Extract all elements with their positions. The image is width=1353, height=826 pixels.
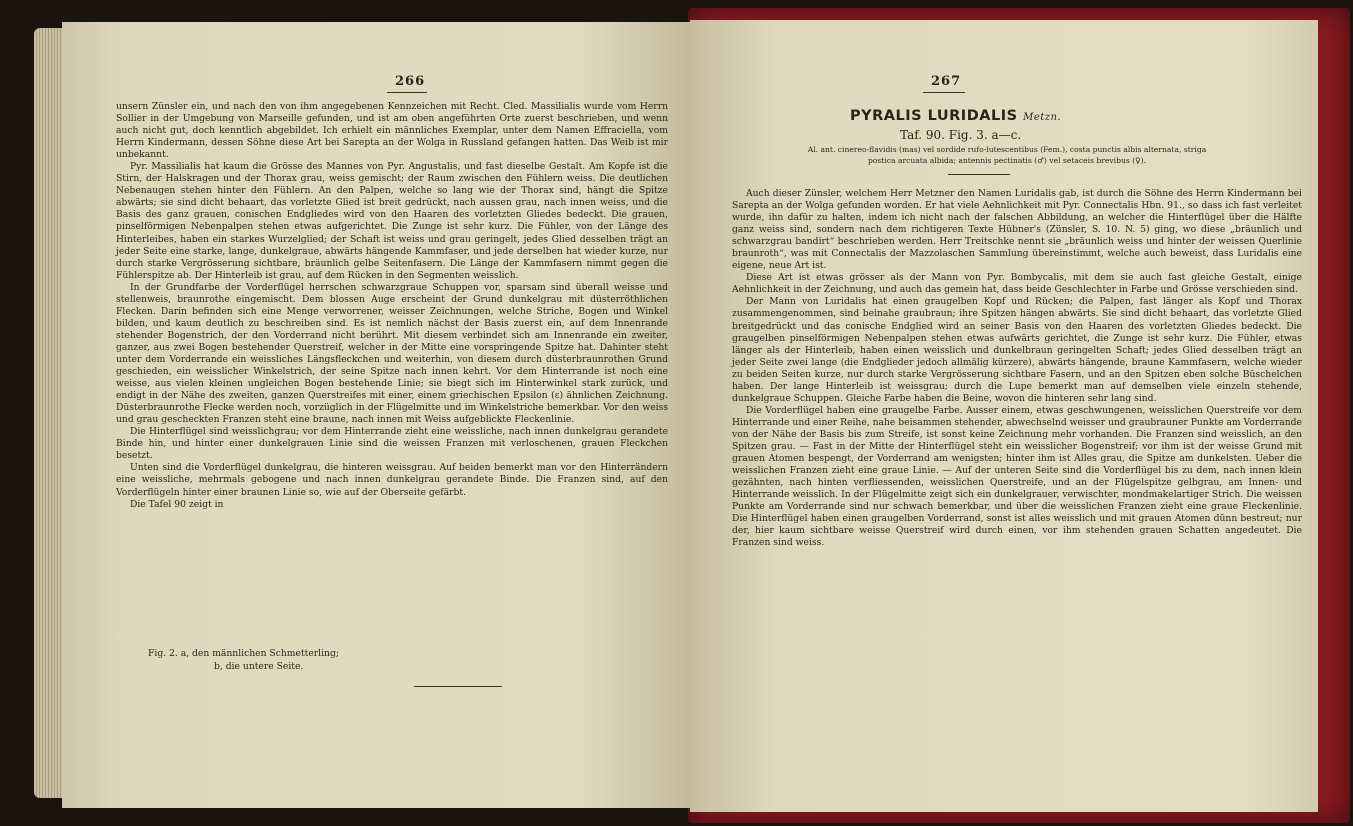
diagnosis bbox=[724, 144, 1290, 166]
paragraph: Unten sind die Vorderflügel dunkelgrau, die hinteren weissgrau. Auf beiden bemerkt man vor den Hinterrändern eine weissliche, mehrmals gebogene und nach innen dunkelgrau gerandete Binde. Die Franzen sind, auf den Vorderflügeln hinter einer braunen Linie so, wie auf der Oberseite gefärbt. bbox=[116, 462, 668, 498]
figure-caption-line: b, die untere Seite. bbox=[214, 661, 304, 672]
paragraph: Pyr. Massilialis hat kaum die Grösse des Mannes von Pyr. Angustalis, und fast dieselbe Gestalt. Am Kopfe ist die Stirn, der Halskragen und der Thorax grau, weiss gemischt; der Raum zwischen den Fühlern weiss. Die deutlichen Nebenaugen stehen hinter den Fühlern. An den Palpen, welche so lang wie der Thorax sind, hängt die Spitze abwärts; sie sind dicht behaart, das vorletzte Glied ist breit gedrückt, nach aussen grau, nach innen weiss, und die Basis des ganz grauen, conischen Endgliedes wird von den Haaren des vorletzten Gliedes bedeckt. Die grauen, pinselförmigen Nebenpalpen stehen etwas aufgerichtet. Die Zunge ist sehr kurz. Die Fühler, von der Länge des Hinterleibes, haben ein starkes Wurzelglied; der Schaft ist weiss und grau geringelt, jedes Glied desselben trägt an jeder Seite eine starke, lange, dunkelgraue, abwärts hängende Kammfaser, und jede derselben hat wieder kurze, nur durch starke Vergrösserung sichtbare, bräunlich gelbe Seitenfasern. Die Länge der Kammfasern nimmt gegen die Fühlerspitze ab. Der Hinterleib ist grau, auf dem Rücken in den Segmenten weisslich. bbox=[116, 161, 668, 281]
page-number: 267 bbox=[931, 74, 962, 89]
species-title bbox=[850, 108, 1061, 124]
left-body bbox=[116, 101, 668, 511]
diagnosis-line: postica arcuata albida; antennis pectinatis (♂) vel setaceis brevibus (♀). bbox=[867, 156, 1147, 165]
paragraph: Die Tafel 90 zeigt in bbox=[130, 498, 224, 510]
paragraph: Auch dieser Zünsler, welchem Herr Metzner den Namen Luridalis gab, ist durch die Söhne des Herrn Kindermann bei Sarepta an der Wolga gefunden worden. Er hat viele Aehnlichkeit mit Pyr. Connectalis Hbn. 91., so dass ich fast verleitet wurde, ihn dafür zu halten, indem ich nicht nach der falschen Abbildung, an welcher die Hinterflügel über die Hälfte ganz weiss sind, sondern nach dem richtigeren Texte Hübner's (Zünsler, S. 10. N. 5) ging, wo diese „bräunlich und schwarzgrau bandirt“ beschrieben werden. Herr Treitschke nennt sie „bräunlich weiss und hinter der weissen Querlinie braunroth“, was mit Connectalis der Mazzolaschen Sammlung übereinstimmt, welche auch beweist, dass Luridalis eine eigene, neue Art ist. bbox=[732, 188, 1302, 272]
left-page bbox=[62, 22, 690, 808]
paragraph: Die Hinterflügel sind weisslichgrau; vor dem Hinterrande zieht eine weissliche, nach innen dunkelgrau gerandete Binde hin, und hinter einer dunkelgrauen Linie sind die weissen Franzen mit verloschenen, grauen Fleckchen besetzt. bbox=[116, 426, 668, 462]
species-author: Metzn. bbox=[1023, 112, 1062, 123]
paragraph: Der Mann von Luridalis hat einen graugelben Kopf und Rücken; die Palpen, fast länger als Kopf und Thorax zusammengenommen, sind beinahe graubraun; ihre Spitzen hängen abwärts. Sie sind dicht behaart, das vorletzte Glied breitgedrückt und das conische Endglied wird an seiner Basis von den Haaren des vorletzten Gliedes bedeckt. Die graugelben pinselförmigen Nebenpalpen stehen etwas aufwärts gerichtet, die Zunge ist sehr kurz. Die Fühler, etwas länger als der Hinterleib, haben einen weisslich und dunkelbraun geringelten Schaft; jedes Glied desselben trägt an jeder Seite zwei lange (die Endglieder jedoch allmälig kürzere), abwärts hängende, braune Kammfasern, welche wieder zu beiden Seiten kurze, nur durch starke Vergrösserung sichtbare Fasern, und an den Spitzen eben solche Büschelchen haben. Der lange Hinterleib ist weissgrau; durch die Lupe bemerkt man auf demselben viele einzeln stehende, dunkelgraue Schuppen. Gleiche Farbe haben die Beine, wovon die hinteren sehr lang sind. bbox=[732, 296, 1302, 404]
page-number: 266 bbox=[395, 74, 426, 89]
right-body bbox=[732, 188, 1302, 549]
end-rule bbox=[414, 686, 502, 687]
figure-caption-line: Fig. 2. a, den männlichen Schmetterling; bbox=[148, 648, 339, 659]
plate-reference: Taf. 90. Fig. 3. a—c. bbox=[900, 128, 1022, 142]
page-number-rule bbox=[923, 92, 965, 93]
paragraph: unsern Zünsler ein, und nach den von ihm angegebenen Kennzeichen mit Recht. Cled. Massilialis wurde vom Herrn Sollier in der Umgebung von Marseille gefunden, und ist am oben angeführten Orte zuerst beschrieben, und wenn auch nicht gut, doch kenntlich abgebildet. Ich erhielt ein männliches Exemplar, unter dem Namen Effraciella, vom Herrn Kindermann, dessen Söhne diese Art bei Sarepta an der Wolga in Russland gefangen hatten. Das Weib ist mir unbekannt. bbox=[116, 101, 668, 161]
paragraph: In der Grundfarbe der Vorderflügel herrschen schwarzgraue Schuppen vor, sparsam sind überall weisse und stellenweis, braunrothe eingemischt. Dem blossen Auge erscheint der Grund dunkelgrau mit düsterröthlichen Flecken. Darin befinden sich eine Menge verworrener, weisser Zeichnungen, welche Striche, Bogen und Winkel bilden, und kaum deutlich zu beschreiben sind. Es ist nemlich nächst der Basis zuerst ein, auf dem Innenrande stehender Bogenstrich, der den Vorderrand nicht berührt. Mit diesem verbindet sich am Innenrande ein zweiter, ganzer, aus zwei Bogen bestehender Querstreif, welcher in der Mitte eine vorspringende Spitze hat. Dahinter steht unter dem Vorderrande ein weissliches Längsfleckchen und weiterhin, von diesem durch düsterbraunrothen Grund geschieden, ein weisslicher Winkelstrich, der seine Spitze nach innen kehrt. Vor dem Hinterrande ist noch eine weisse, aus vielen kleinen ungleichen Bogen bestehende Linie; sie biegt sich im Hinterwinkel stark zurück, und endigt in der Nähe des zweiten, ganzen Querstreifes mit einer, einem griechischen Epsilon (ε) ähnlichen Zeichnung. Düsterbraunrothe Flecke werden noch, vorzüglich in der Flügelmitte und im Winkelstriche bemerkbar. Vor den weiss und grau gescheckten Franzen steht eine braune, nach innen mit Weiss aufgeblickte Fleckenlinie. bbox=[116, 281, 668, 426]
page-number-rule bbox=[387, 92, 427, 93]
species-name: PYRALIS LURIDALIS bbox=[850, 108, 1018, 124]
title-rule bbox=[948, 174, 1010, 175]
paragraph: Die Vorderflügel haben eine graugelbe Farbe. Ausser einem, etwas geschwungenen, weisslichen Querstreife vor dem Hinterrande und einer Reihe, nahe beisammen stehender, abwechselnd weisser und graubrauner Punkte am Vorderrande von der Nähe der Basis bis zum Streife, ist sonst keine Zeichnung mehr vorhanden. Die Franzen sind weisslich, an den Spitzen grau. — Fast in der Mitte der Hinterflügel steht ein weisslicher Bogenstreif; vor ihm ist der weisse Grund mit grauen Atomen bespengt, der Vorderrand am wenigsten; hinter ihm ist Alles grau, die Spitze am dunkelsten. Ueber die weisslichen Franzen zieht eine graue Linie. — Auf der unteren Seite sind die Vorderflügel bis zu dem, nach innen klein gezähnten, nach hinten verfliessenden, weisslichen Querstreife, und an der Flügelspitze gelbgrau, am Innen- und Hinterrande weisslich. In der Flügelmitte zeigt sich ein dunkelgrauer, verwischter, mondmakelartiger Strich. Die weissen Punkte am Vorderrande sind nur schwach bemerkbar, und über die weisslichen Franzen zieht eine graue Fleckenlinie. Die Hinterflügel haben einen graugelben Vorderrand, sonst ist alles weisslich und mit grauen Atomen dünn bestreut; nur der, hier kaum sichtbare weisse Querstreif wird durch einen, vor ihm stehenden grauen Schatten angedeutet. Die Franzen sind weiss. bbox=[732, 404, 1302, 549]
right-page bbox=[690, 20, 1318, 812]
paragraph: Diese Art ist etwas grösser als der Mann von Pyr. Bombycalis, mit dem sie auch fast gleiche Gestalt, einige Aehnlichkeit in der Zeichnung, und auch das gemein hat, dass beide Geschlechter in Farbe und Grösse verschieden sind. bbox=[732, 272, 1302, 296]
diagnosis-line: Al. ant. cinereo-flavidis (mas) vel sordide rufo-lutescentibus (Fem.), costa punctis albis alternata, striga bbox=[807, 145, 1207, 154]
